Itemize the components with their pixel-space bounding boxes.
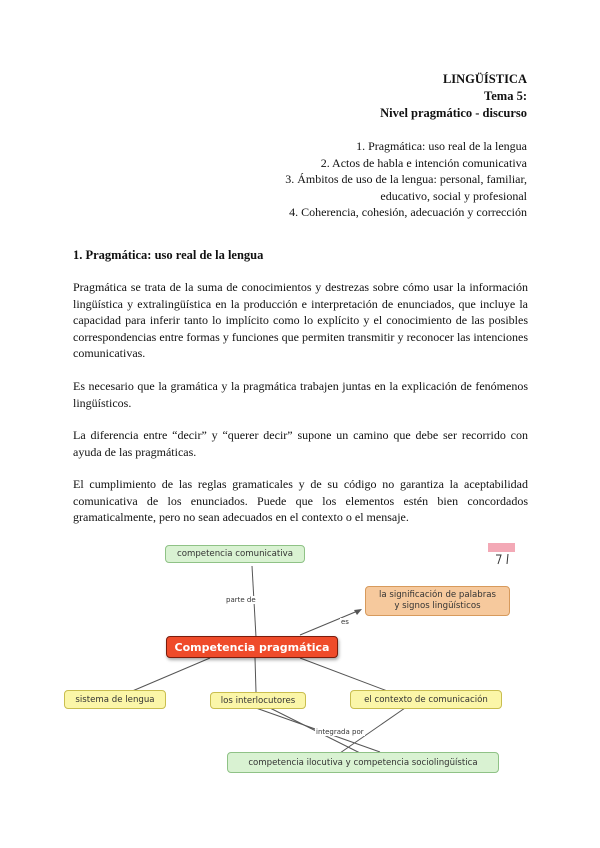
pink-highlight-shape	[488, 543, 515, 552]
paragraph: El cumplimiento de las reglas gramaticales y de su código no garantiza la aceptabilidad comunicativa de los enunciados. Puede que los elementos estén bien concordados gramaticalmente, pero no sean adecuados en el contexto o el mensaje.	[73, 477, 528, 525]
topic-number: Tema 5:	[484, 89, 527, 103]
node-competencia-comunicativa: competencia comunicativa	[165, 545, 305, 563]
paragraph: Es necesario que la gramática y la pragmática trabajen juntas en la explicación de fenómenos lingüísticos.	[73, 379, 528, 410]
sketch-mark-icon	[496, 555, 501, 564]
edge-label-integrada-por: integrada por	[316, 728, 364, 736]
toc-item: 4. Coherencia, cohesión, adecuación y corrección	[289, 205, 527, 219]
toc-item: educativo, social y profesional	[380, 188, 527, 203]
paragraph: La diferencia entre “decir” y “querer decir” supone un camino que debe ser recorrido con ayuda de las pragmáticas.	[73, 428, 528, 459]
node-competencia-ilocutiva: competencia ilocutiva y competencia sociolingüística	[227, 752, 499, 773]
node-significacion	[365, 586, 510, 616]
node-significacion-line: y signos lingüísticos	[394, 601, 481, 611]
topic-subtitle: Nivel pragmático - discurso	[380, 106, 527, 120]
connector-line	[300, 610, 360, 635]
edge-label-parte-de: parte de	[226, 596, 256, 604]
document-header	[380, 71, 527, 122]
node-contexto-de-comunicacion: el contexto de comunicación	[350, 690, 502, 709]
sketch-mark-icon	[507, 554, 508, 564]
toc-item: 2. Actos de habla e intención comunicativa	[320, 155, 527, 170]
section-heading: 1. Pragmática: uso real de la lengua	[73, 248, 264, 262]
paragraph: Pragmática se trata de la suma de conocimientos y destrezas sobre cómo usar la información lingüística y extralingüística en la producción e interpretación de enunciados, que incluye la capacidad para inferir tanto lo implícito como lo explícito y el conocimiento de las posibles correspondencias entre formas y funciones que permiten transmitir y reconocer las intenciones comunicativas.	[73, 280, 528, 361]
arrow-head-icon	[354, 609, 362, 615]
concept-map	[60, 540, 520, 778]
edge-label-es: es	[341, 618, 349, 626]
node-los-interlocutores: los interlocutores	[210, 692, 306, 709]
subject-title: LINGÜÍSTICA	[442, 72, 527, 86]
node-significacion-line: la significación de palabras	[378, 590, 497, 600]
node-competencia-pragmatica: Competencia pragmática	[166, 636, 338, 658]
connector-line	[255, 658, 256, 692]
decorative-corner-image	[488, 541, 516, 565]
node-sistema-de-lengua: sistema de lengua	[64, 690, 166, 709]
concept-map-connectors	[60, 540, 520, 778]
connector-line	[130, 658, 210, 692]
toc-item: 1. Pragmática: uso real de la lengua	[356, 139, 527, 153]
connector-line	[300, 658, 390, 692]
toc-item: 3. Ámbitos de uso de la lengua: personal, familiar,	[285, 172, 527, 186]
table-of-contents	[285, 138, 527, 221]
